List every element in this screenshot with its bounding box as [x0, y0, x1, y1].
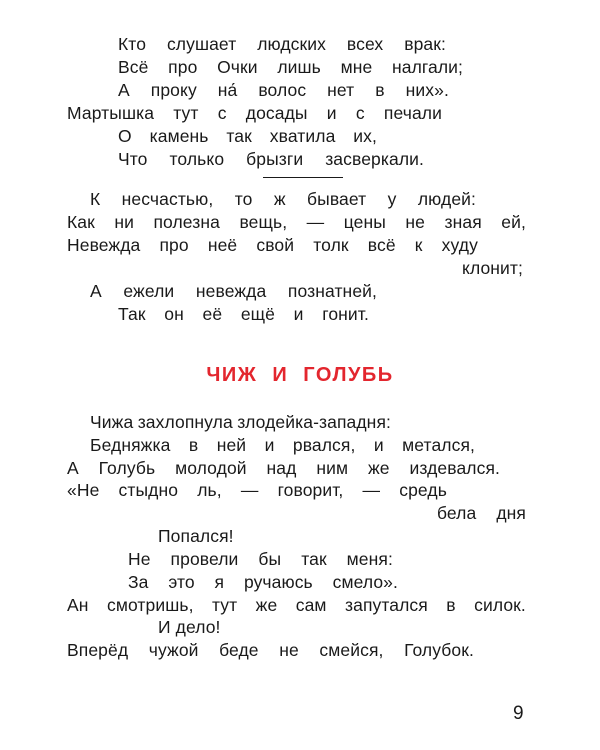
poem-line: «Не стыдно ль, — говорит, — средь: [67, 480, 447, 500]
poem-line: Не провели бы так меня:: [128, 549, 393, 569]
poem-line: О камень так хватила их,: [118, 126, 377, 146]
page-number: 9: [513, 703, 524, 724]
poem-line: За это я ручаюсь смело».: [128, 572, 398, 592]
poem-line: Так он её ещё и гонит.: [118, 304, 369, 324]
poem-line: Бедняжка в ней и рвался, и метался,: [90, 435, 475, 455]
poem-line: А ежели невежда познатней,: [90, 281, 377, 301]
poem-line: клонит;: [462, 258, 524, 278]
poem-line: Мартышка тут с досады и с печали: [67, 103, 442, 123]
poem-line: Невежда про неё свой толк всё к худу: [67, 235, 478, 255]
poem-line: Чижа захлопнула злодейка-западня:: [90, 412, 391, 432]
poem-line: Всё про Очки лишь мне налгали;: [118, 57, 463, 77]
poem-line: Ан смотришь, тут же сам запутался в силок.: [67, 595, 526, 615]
fable-title: ЧИЖ И ГОЛУБЬ: [206, 364, 394, 386]
section-divider: [263, 177, 343, 178]
poem-line: А Голубь молодой над ним же издевался.: [67, 458, 500, 478]
poem-line: А проку на́ волос нет в них».: [118, 80, 449, 100]
poem-line: И дело!: [158, 617, 221, 637]
poem-line: Как ни полезна вещь, — цены не зная ей,: [67, 212, 526, 232]
poem-line: Вперёд чужой беде не смейся, Голубок.: [67, 640, 474, 660]
poem-line: Что только брызги засверкали.: [118, 149, 424, 169]
poem-line: бела дня: [437, 503, 526, 523]
poem-line: К несчастью, то ж бывает у людей:: [90, 189, 476, 209]
poem-line: Кто слушает людских всех врак:: [118, 34, 446, 54]
poem-line: Попался!: [158, 526, 234, 546]
